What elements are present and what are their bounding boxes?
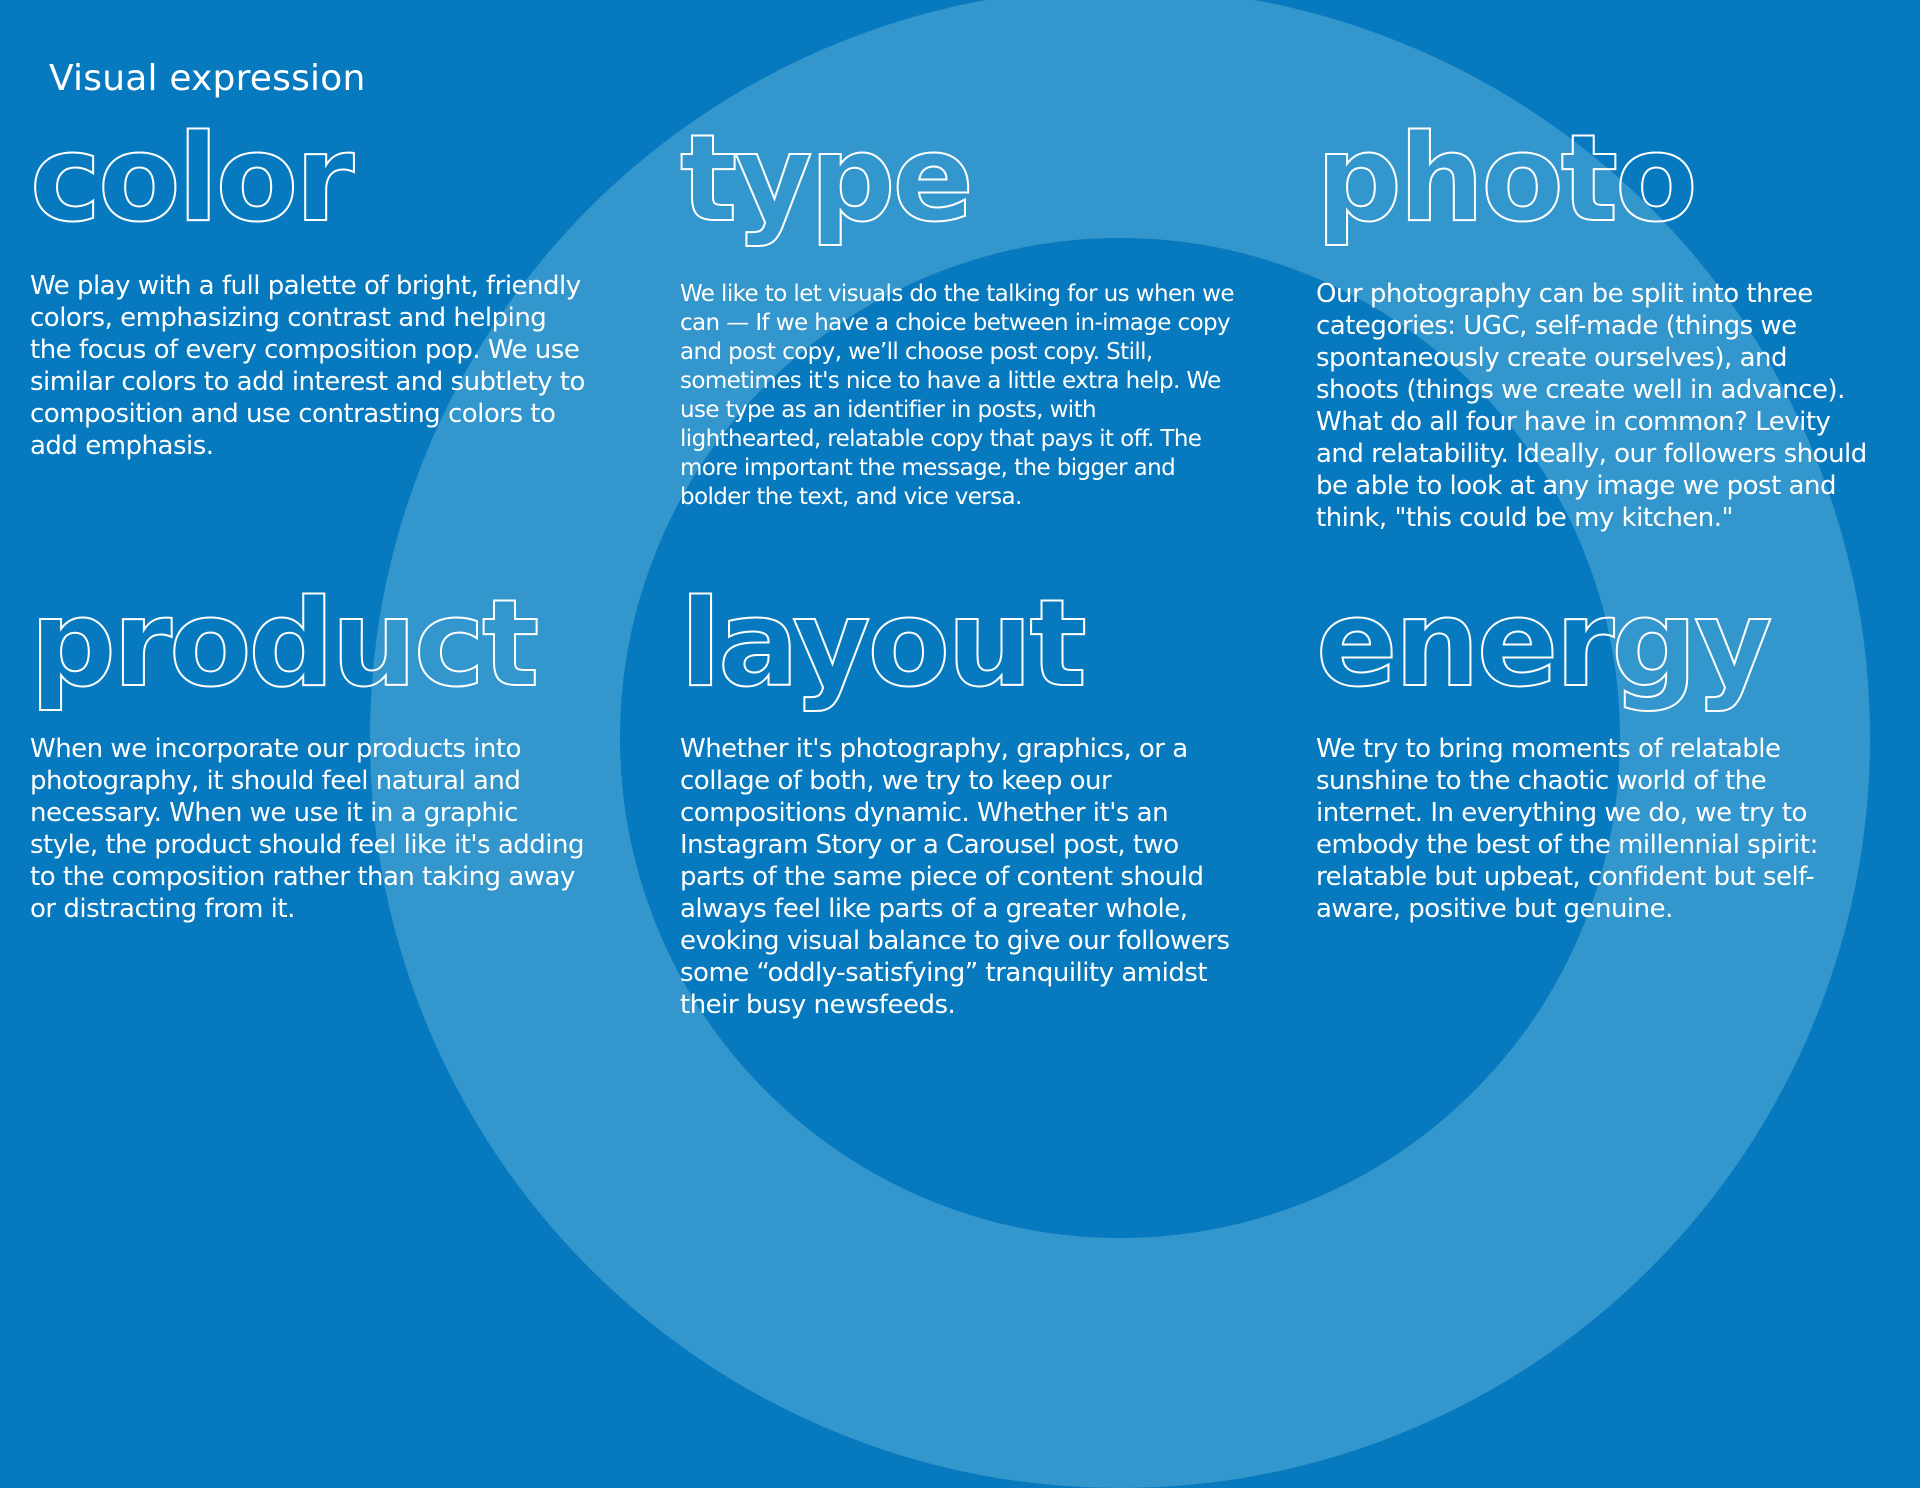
section-heading-type: type: [680, 110, 971, 249]
page-title: Visual expression: [49, 58, 366, 99]
section-layout: [680, 575, 1240, 1021]
section-type: [680, 110, 1240, 512]
section-heading-color: color: [30, 110, 352, 249]
section-heading-energy: energy: [1316, 575, 1770, 714]
section-heading-product: product: [30, 575, 537, 714]
section-heading-layout: layout: [680, 575, 1084, 714]
section-body-color: We play with a full palette of bright, friendly colors, emphasizing contrast and helping the focus of every composition pop. We use similar colors to add interest and subtlety to composition and use contrasting colors to add emphasis.: [30, 271, 585, 461]
section-body-type: We like to let visuals do the talking for us when we can — If we have a choice between in-image copy and post copy, we’ll choose post copy. Still, sometimes it's nice to have a little extra help. We use type as an identifier in posts, with lighthearted, relatable copy that pays it off. The more important the message, the bigger and bolder the text, and vice versa.: [680, 281, 1234, 510]
section-photo: [1316, 110, 1876, 534]
section-body-layout: Whether it's photography, graphics, or a collage of both, we try to keep our compositions dynamic. Whether it's an Instagram Story or a Carousel post, two parts of the same piece of content should always feel like parts of a greater whole, evoking visual balance to give our followers some “oddly-satisfying” tranquility amidst their busy newsfeeds.: [680, 734, 1230, 1020]
section-product: [30, 575, 590, 925]
section-color: [30, 110, 590, 462]
section-body-photo: Our photography can be split into three categories: UGC, self-made (things we spontaneously create ourselves), and shoots (things we create well in advance). What do all four have in common? Levity and relatability. Ideally, our followers should be able to look at any image we post and think, "this could be my kitchen.": [1316, 279, 1867, 533]
section-energy: [1316, 575, 1876, 925]
section-heading-photo: photo: [1316, 110, 1695, 249]
section-body-energy: We try to bring moments of relatable sunshine to the chaotic world of the internet. In everything we do, we try to embody the best of the millennial spirit: relatable but upbeat, confident but self-aware, positive but genuine.: [1316, 734, 1818, 924]
section-body-product: When we incorporate our products into photography, it should feel natural and necessary. When we use it in a graphic style, the product should feel like it's adding to the composition rather than taking away or distracting from it.: [30, 734, 584, 924]
